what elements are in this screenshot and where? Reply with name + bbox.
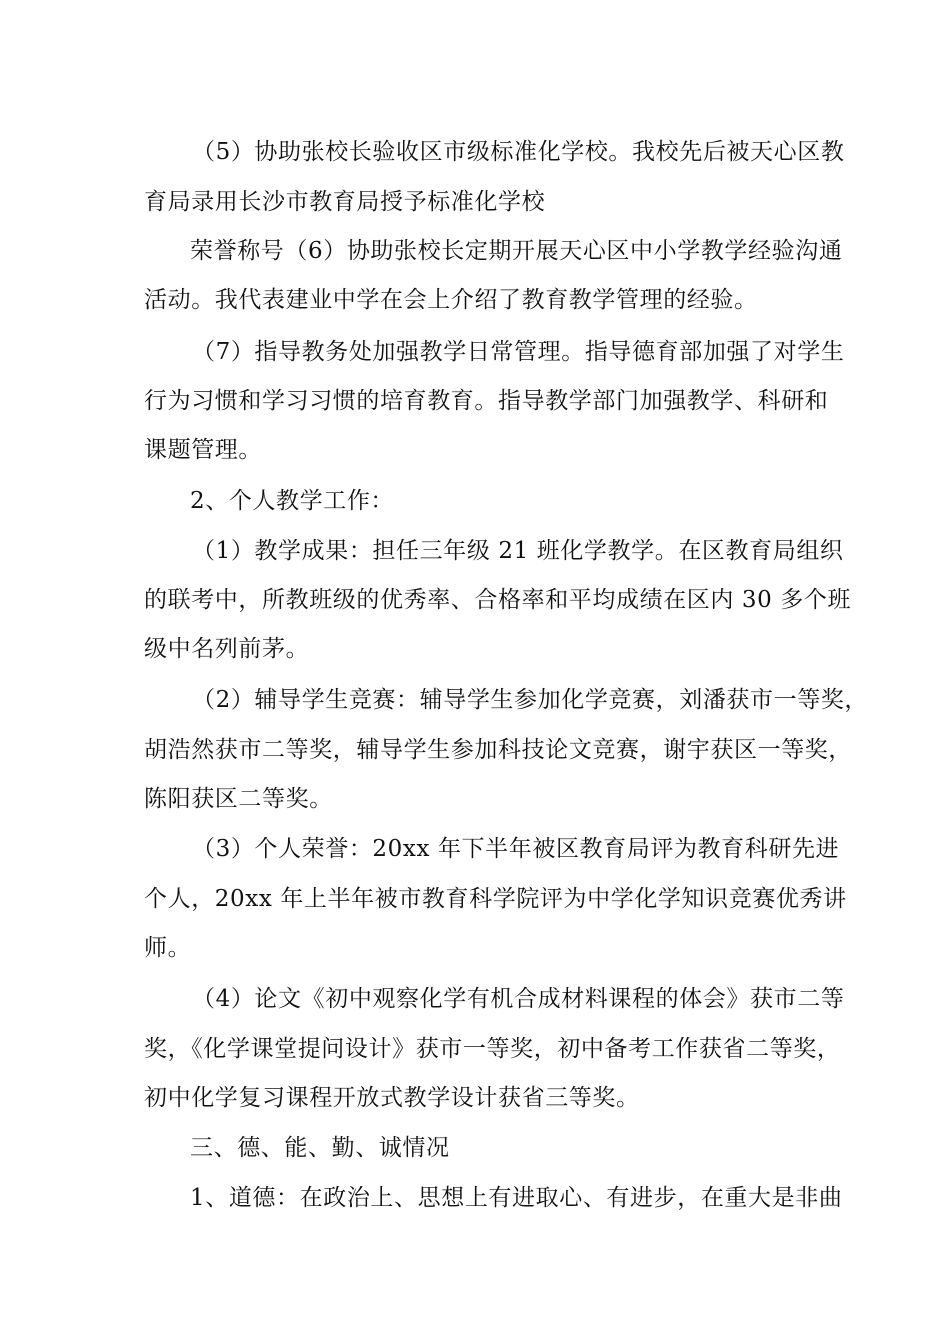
paragraph-line: （3）个人荣誉：20xx 年下半年被区教育局评为教育科研先进 xyxy=(192,836,840,862)
paragraph-line: （2）辅导学生竞赛：辅导学生参加化学竞赛，刘潘获市一等奖， xyxy=(192,687,869,713)
paragraph-line: 级中名列前茅。 xyxy=(144,636,310,662)
paragraph-line: 奖，《化学课堂提问设计》获市一等奖，初中备考工作获省二等奖， xyxy=(144,1036,841,1062)
paragraph-line: 初中化学复习课程开放式教学设计获省三等奖。 xyxy=(144,1085,640,1111)
paragraph-line: 师。 xyxy=(144,935,192,961)
paragraph-line: 课题管理。 xyxy=(144,437,262,463)
paragraph-line: 活动。我代表建业中学在会上介绍了教育教学管理的经验。 xyxy=(144,287,758,313)
paragraph-line: 荣誉称号（6）协助张校长定期开展天心区中小学教学经验沟通 xyxy=(190,238,843,264)
section-heading: 2、个人教学工作： xyxy=(190,488,395,514)
paragraph-line: 陈阳获区二等奖。 xyxy=(144,786,333,812)
paragraph-line: 行为习惯和学习习惯的培育教育。指导教学部门加强教学、科研和 xyxy=(144,388,829,414)
paragraph-line: 育局录用长沙市教育局授予标准化学校 xyxy=(144,189,546,215)
paragraph-line: （4）论文《初中观察化学有机合成材料课程的体会》获市二等 xyxy=(192,986,845,1012)
paragraph-line: 个人，20xx 年上半年被市教育科学院评为中学化学知识竞赛优秀讲 xyxy=(144,886,847,912)
paragraph-line: （7）指导教务处加强教学日常管理。指导德育部加强了对学生 xyxy=(192,339,845,365)
paragraph-line: （1）教学成果：担任三年级 21 班化学教学。在区教育局组织 xyxy=(192,538,844,564)
paragraph-line: 的联考中，所教班级的优秀率、合格率和平均成绩在区内 30 多个班 xyxy=(144,587,852,613)
paragraph-line: 胡浩然获市二等奖，辅导学生参加科技论文竞赛，谢宇获区一等奖， xyxy=(144,737,852,763)
section-heading: 三、德、能、勤、诚情况 xyxy=(190,1135,450,1161)
paragraph-line: 1、道德：在政治上、思想上有进取心、有进步，在重大是非曲 xyxy=(190,1185,843,1211)
paragraph-line: （5）协助张校长验收区市级标准化学校。我校先后被天心区教 xyxy=(192,139,845,165)
